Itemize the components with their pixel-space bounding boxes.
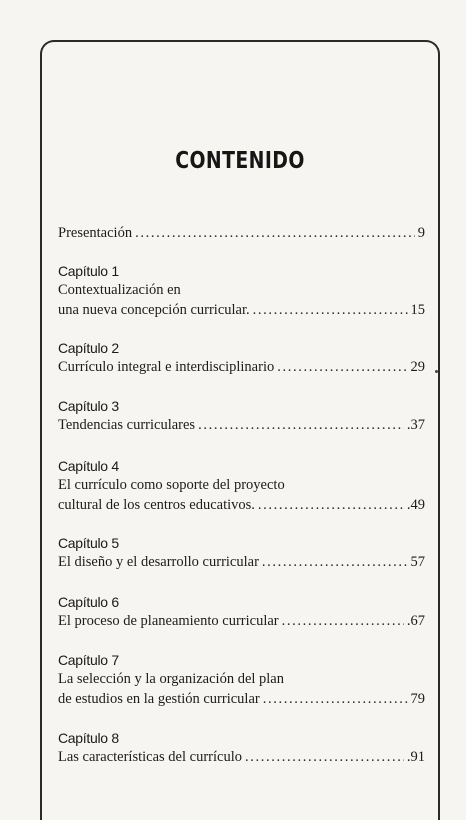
page-number: 15 xyxy=(410,302,425,318)
leader-dots xyxy=(263,689,408,709)
toc-line xyxy=(58,552,425,572)
chapter-label: Capítulo 2 xyxy=(58,340,119,356)
page-number: 57 xyxy=(410,554,425,570)
leader-dots xyxy=(198,415,404,435)
toc-entry-chapter-6[interactable] xyxy=(58,593,425,631)
toc-line xyxy=(58,357,425,377)
toc-entry-chapter-4[interactable] xyxy=(58,457,425,515)
toc-line xyxy=(58,415,425,435)
toc-entry-chapter-2[interactable] xyxy=(58,339,425,377)
chapter-label: Capítulo 5 xyxy=(58,535,119,551)
entry-title: El proceso de planeamiento curricular xyxy=(58,613,279,629)
page-number: .67 xyxy=(406,613,425,629)
chapter-label: Capítulo 8 xyxy=(58,730,119,746)
toc-line xyxy=(58,747,425,767)
page-number: .91 xyxy=(406,749,425,765)
leader-dots xyxy=(245,747,404,767)
page-number: .49 xyxy=(406,497,425,513)
chapter-label: Capítulo 6 xyxy=(58,594,119,610)
entry-title: Tendencias curriculares xyxy=(58,417,196,433)
page-number: 29 xyxy=(410,359,425,375)
toc-line xyxy=(58,495,425,515)
entry-title: cultural de los centros educativos. xyxy=(58,497,255,513)
entry-title-line: El currículo como soporte del proyecto xyxy=(58,477,285,493)
entry-title: Presentación xyxy=(58,225,133,241)
toc-entry-chapter-8[interactable] xyxy=(58,729,425,767)
toc-entry-chapter-7[interactable] xyxy=(58,651,425,709)
chapter-label: Capítulo 1 xyxy=(58,263,119,279)
page-title: CONTENIDO xyxy=(175,148,305,174)
entry-title: El diseño y el desarrollo curricular xyxy=(58,554,259,570)
toc-entry-presentation[interactable] xyxy=(58,223,425,243)
toc-line xyxy=(58,689,425,709)
entry-title: de estudios en la gestión curricular xyxy=(58,691,260,707)
leader-dots xyxy=(135,223,415,243)
toc-line xyxy=(58,611,425,631)
print-speck xyxy=(435,370,438,373)
entry-title: Las características del currículo xyxy=(58,749,242,765)
chapter-label: Capítulo 7 xyxy=(58,652,119,668)
toc-line xyxy=(58,223,425,243)
leader-dots xyxy=(262,552,408,572)
leader-dots xyxy=(253,300,408,320)
chapter-label: Capítulo 4 xyxy=(58,458,119,474)
toc-entry-chapter-3[interactable] xyxy=(58,397,425,435)
page-number: 9 xyxy=(417,225,425,241)
leader-dots xyxy=(258,495,404,515)
toc-entry-chapter-5[interactable] xyxy=(58,534,425,572)
leader-dots xyxy=(277,357,407,377)
chapter-label: Capítulo 3 xyxy=(58,398,119,414)
page-number: 79 xyxy=(410,691,425,707)
toc-entry-chapter-1[interactable] xyxy=(58,262,425,320)
entry-title: Currículo integral e interdisciplinario xyxy=(58,359,275,375)
page-number: .37 xyxy=(406,417,425,433)
entry-title-line: La selección y la organización del plan xyxy=(58,671,284,687)
entry-title: una nueva concepción curricular. xyxy=(58,302,250,318)
entry-title-line: Contextualización en xyxy=(58,282,181,298)
toc-line xyxy=(58,300,425,320)
leader-dots xyxy=(282,611,404,631)
